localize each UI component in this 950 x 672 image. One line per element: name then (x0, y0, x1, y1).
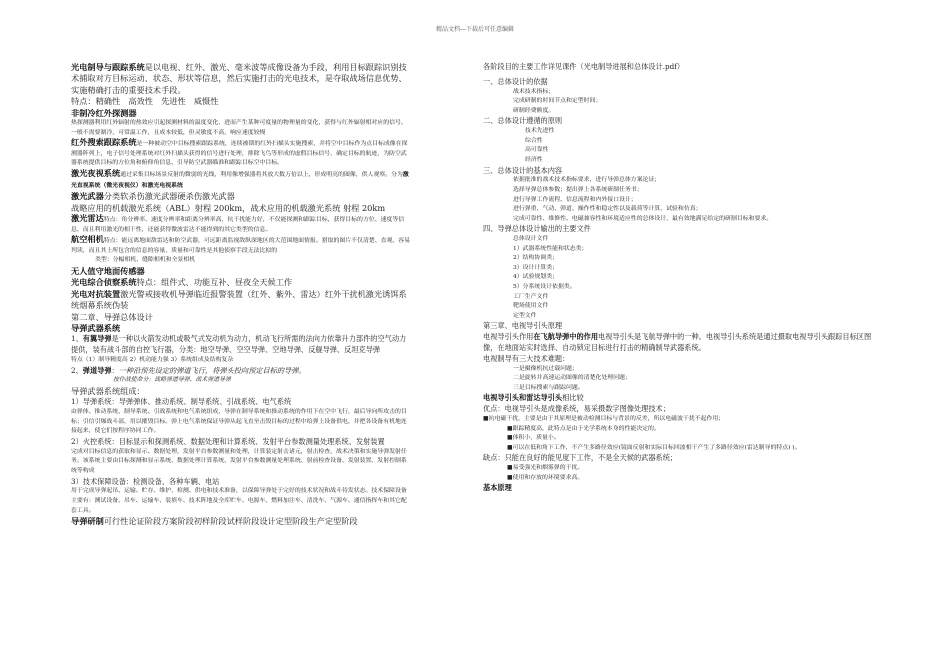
left-line: 2、弹道导弹：一种沿预先设定的弹道飞行，将弹头投向预定目标的导弹。 (71, 365, 306, 375)
left-line: 激光雷达特点：角分辨率、速度分辨率和距离分辨率高，抗干扰能力好，不仅能探测和跟踪目标，获得目标的方位、速度等信息，而且利用激光的相干性，还能获得微波雷达不能得到的其它类型的信息。 (71, 213, 405, 233)
right-line: 1）武器系统性能和状态类； (513, 245, 588, 252)
right-line: 完成研制的时间节点和定型时间； (513, 98, 602, 105)
right-line: 二、总体设计遵循的原则 (483, 116, 563, 126)
right-line: 依据批准的战术技术指标要求，进行导弹总体方案论证； (513, 177, 661, 184)
left-line: 光电对抗装置激光警戒接收机导弹临近报警装置（红外、紫外、雷达）红外干扰机激光诱饵系统烟幕系统伪装 (71, 288, 407, 311)
left-line: 按作战使命分：战略弹道导弹、战术弹道导弹 (113, 377, 231, 384)
right-line: 2）结构协调类； (513, 255, 558, 262)
right-line: ■跟踪精度高，此特点是由于光学系统本身的性能决定的。 (507, 425, 660, 432)
right-line: ■体积小，质量小。 (507, 435, 560, 442)
left-line: 3）技术保障设备：检测设备、各种车辆、电站 (71, 476, 220, 486)
right-line: ■使用和存放的环境要求高。 (507, 474, 584, 481)
left-line: 非制冷红外探测器 (71, 107, 137, 118)
left-line: 2）火控系统：目标显示和探测系统、数据处理和计算系统、发射平台参数测量处理系统、发射装置 (71, 436, 385, 446)
right-line: 基本原理 (483, 483, 512, 493)
left-line: 红外搜索跟踪系统是一种被动空中目标搜索跟踪系统，连续被锁的红外扫描头实施搜索，并将空中目标作为点目标成像在探测器阵列上，电子信号处理系统对红外扫描头获得的信号进行处理，排除飞鸟等形成的虚假目标信号，确定目标的航迹，为防空武器系统提供目标的方位角和俯仰角信息，引导防空武器瞄准和跟踪目标空中目标。 (71, 137, 408, 167)
left-line: 战略应用的机载激光系统（ABL）射程 200km，战术应用的机载激光系统 射程 20km (71, 202, 386, 213)
right-column (483, 62, 881, 494)
right-line: 三是目标搜索与跟踪问题。 (513, 384, 584, 391)
right-line: 优点：电视导引头是成像系统，易采摄数字图像处理技术； (483, 404, 670, 414)
right-line: 缺点：只能在良好的能见度下工作，不是全天候的武器系统； (483, 453, 678, 463)
right-line: 三、总体设计的基本内容 (483, 165, 563, 175)
left-line: 完成对目标信息的获取和显示、数据处理，发射平台参数测量和处理，计算装定射击诸元，射击检查，战术决策和实施导弹发射任务。该系统主要由目标探测和显示系统、数据处理计算系统、发射平台参数测量处理系统、射前检查设备、发射装置、发射控制系统等构成 (71, 448, 407, 474)
left-line: 由弹体、推动系统、制导系统、引战系统和电气系统组成，导弹在制导系统和推动系统的作用下在空中飞行，最后导向所攻击的目标；引信引爆战斗部，用以摧毁目标。弹上电气系统保证导弹从起飞直至击毁目标的过程中给弹上设备供电，并把各设备有机地连接起来，使它们按程序协同工作。 (71, 409, 407, 435)
right-line: 一、总体设计的依据 (483, 76, 548, 86)
right-line: 完成可靠性、维修性、电磁兼容性和环境适应性的总体设计，最有效地满足给定的研制目标和要求。 (513, 215, 773, 222)
left-line: 导弹武器系统 (71, 323, 121, 333)
right-line: 各阶段目的主要工作详见课件（光电制导进展和总体设计.pdf） (483, 62, 685, 71)
right-line: 总体设计文件 (513, 236, 549, 243)
left-line: 第二章、导弹总体设计 (71, 311, 153, 322)
left-line: 特点：精确性 高效性 先进性 威慑性 (71, 96, 219, 107)
right-line: 工厂生产文件 (513, 293, 549, 300)
left-line: 类型：分幅相机、缝隙相机和全景相机 (95, 257, 196, 264)
left-line: 用于完成导弹起吊、运输、贮存、维护、检测、供电和技术准备，以保障导弹处于完好的技术状况和战斗待发状态。技术保障设备主要有：测试设备、吊车、运输车、装填车、技术阵地及全库贮车、电源车、燃料加注车、清洗车、气源车、通信指挥车和其它配套工具。 (71, 488, 407, 514)
left-line: 1、有翼导弹是一种以火箭发动机或吸气式发动机为动力，机动飞行所需的法向力依靠升力部件的空气动力提供，装有战斗部的自控飞行器，分类：地空导弹、空空导弹、空地导弹、反舰导弹、反坦克导弹 (71, 334, 407, 355)
right-line: 电视制导有三大技术难题： (483, 353, 570, 363)
left-line: 导弹武器系统组成： (71, 385, 145, 396)
right-line: 综合性 (525, 137, 543, 144)
left-line: 激光夜视系统通过采集目标场景反射的微弱的光线，利用像增强器将其放大数万倍以上，形成明亮的图像，供人观察。分为激光直视系统（微光夜视仪）和激光电视系统 (71, 168, 409, 189)
right-line: 3）设计计算类； (513, 264, 558, 271)
left-line: 导弹研制可行性论证阶段方案阶段初样阶段试样阶段设计定型阶段生产定型阶段 (71, 516, 358, 527)
right-line: 战术技术指标； (513, 88, 555, 95)
right-line: 进行导弹工作流程、信息流程和内外接口设计； (513, 196, 637, 203)
right-line: 一是摄像机抗过载问题； (513, 365, 578, 372)
right-line: 选择导弹总体参数；提出弹上各系统研制任务书； (513, 186, 643, 193)
right-line: 电视导引头和雷达导引头相比较 (483, 393, 584, 403)
left-column (71, 62, 411, 528)
right-line: 技术先进性 (525, 128, 555, 135)
right-line: 第三章、电视导引头原理 (483, 321, 563, 331)
right-line: 4）试验规划类； (513, 274, 558, 281)
page-header: 精品文档---下载后可任意编辑 (435, 26, 515, 33)
right-line: 二是旋转并高速运动图像的清楚化处理问题； (513, 375, 631, 382)
left-line: 特点（1）制导精度高 2）机动能力强 3）系统组成及结构复杂 (71, 357, 234, 363)
left-line: 热探测器利用红外辐射的热效应引起探测材料的温度变化，进而产生某种可度量的物理量的变化，获得与红外辐射相对应的信号。一般不需要制冷，可常温工作，且成本较低，但灵敏度不高，响应速度较慢 (71, 120, 407, 136)
right-line: 定型文件 (513, 312, 537, 319)
right-line: ■可以在低和角下工作，不产生多路径效应(镜面反射和实际目标回波相干产生了多路径效应(雷达制导的特点) )。 (507, 444, 801, 451)
right-line: 研制经费额度。 (513, 107, 555, 114)
right-line: ■易受强光和烟雾弹的干扰。 (507, 465, 584, 472)
right-line: ■抗电磁干扰，主要是由于其原理是被动检测目标与背景的反差，所以电磁波干扰不起作用； (483, 416, 725, 423)
right-line: 进行弹重、气动、弹道、操作性和稳定性以及载荷等计算，试验和仿真； (513, 206, 702, 213)
left-line: 光电综合侦察系统特点：组件式、功能互补、昼夜全天候工作 (71, 277, 293, 288)
left-line: 无人值守地面传感器 (71, 265, 145, 276)
left-line: 光电制导与跟踪系统是以电视、红外、激光、毫米波等成像设备为手段，利用目标跟踪识别技术捕取对方目标运动、状态、形状等信息，然后实施打击的光电技术，是夺取战场信息优势、实施精确打击的重要技术手段。 (71, 62, 407, 95)
left-line: 激光武器分类软杀伤激光武器硬杀伤激光武器 (71, 191, 235, 202)
right-line: 四、导弹总体设计输出的主要文件 (483, 224, 591, 234)
left-line: 1）导弹系统：导弹弹体、推动系统、制导系统、引战系统、电气系统 (71, 397, 292, 407)
right-line: 电视导引头作用在飞航导弹中的作用电视导引头是飞航导弹中的一种。电视导引头系统是通过摄取电视导引头跟踪目标区图像，在地面站实时选择、自动锁定目标进行打击的精确制导武器系统。 (483, 332, 872, 353)
right-line: 经济性 (525, 156, 543, 163)
right-line: 靶场使用文件 (513, 303, 549, 310)
left-line: 航空相机特点：能远离地面敌雷达和防空武器，可远距离监视敌纵深地区的大范围地面情报。猎取的图片不仅清楚、直观、容易判读，而且其上所包含的信息的容量、质量和可靠性是其他侦察手段无法比拟的 (71, 234, 411, 254)
right-line: 5）分系统设计依据类。 (513, 284, 576, 291)
right-line: 高可靠性 (525, 147, 549, 154)
